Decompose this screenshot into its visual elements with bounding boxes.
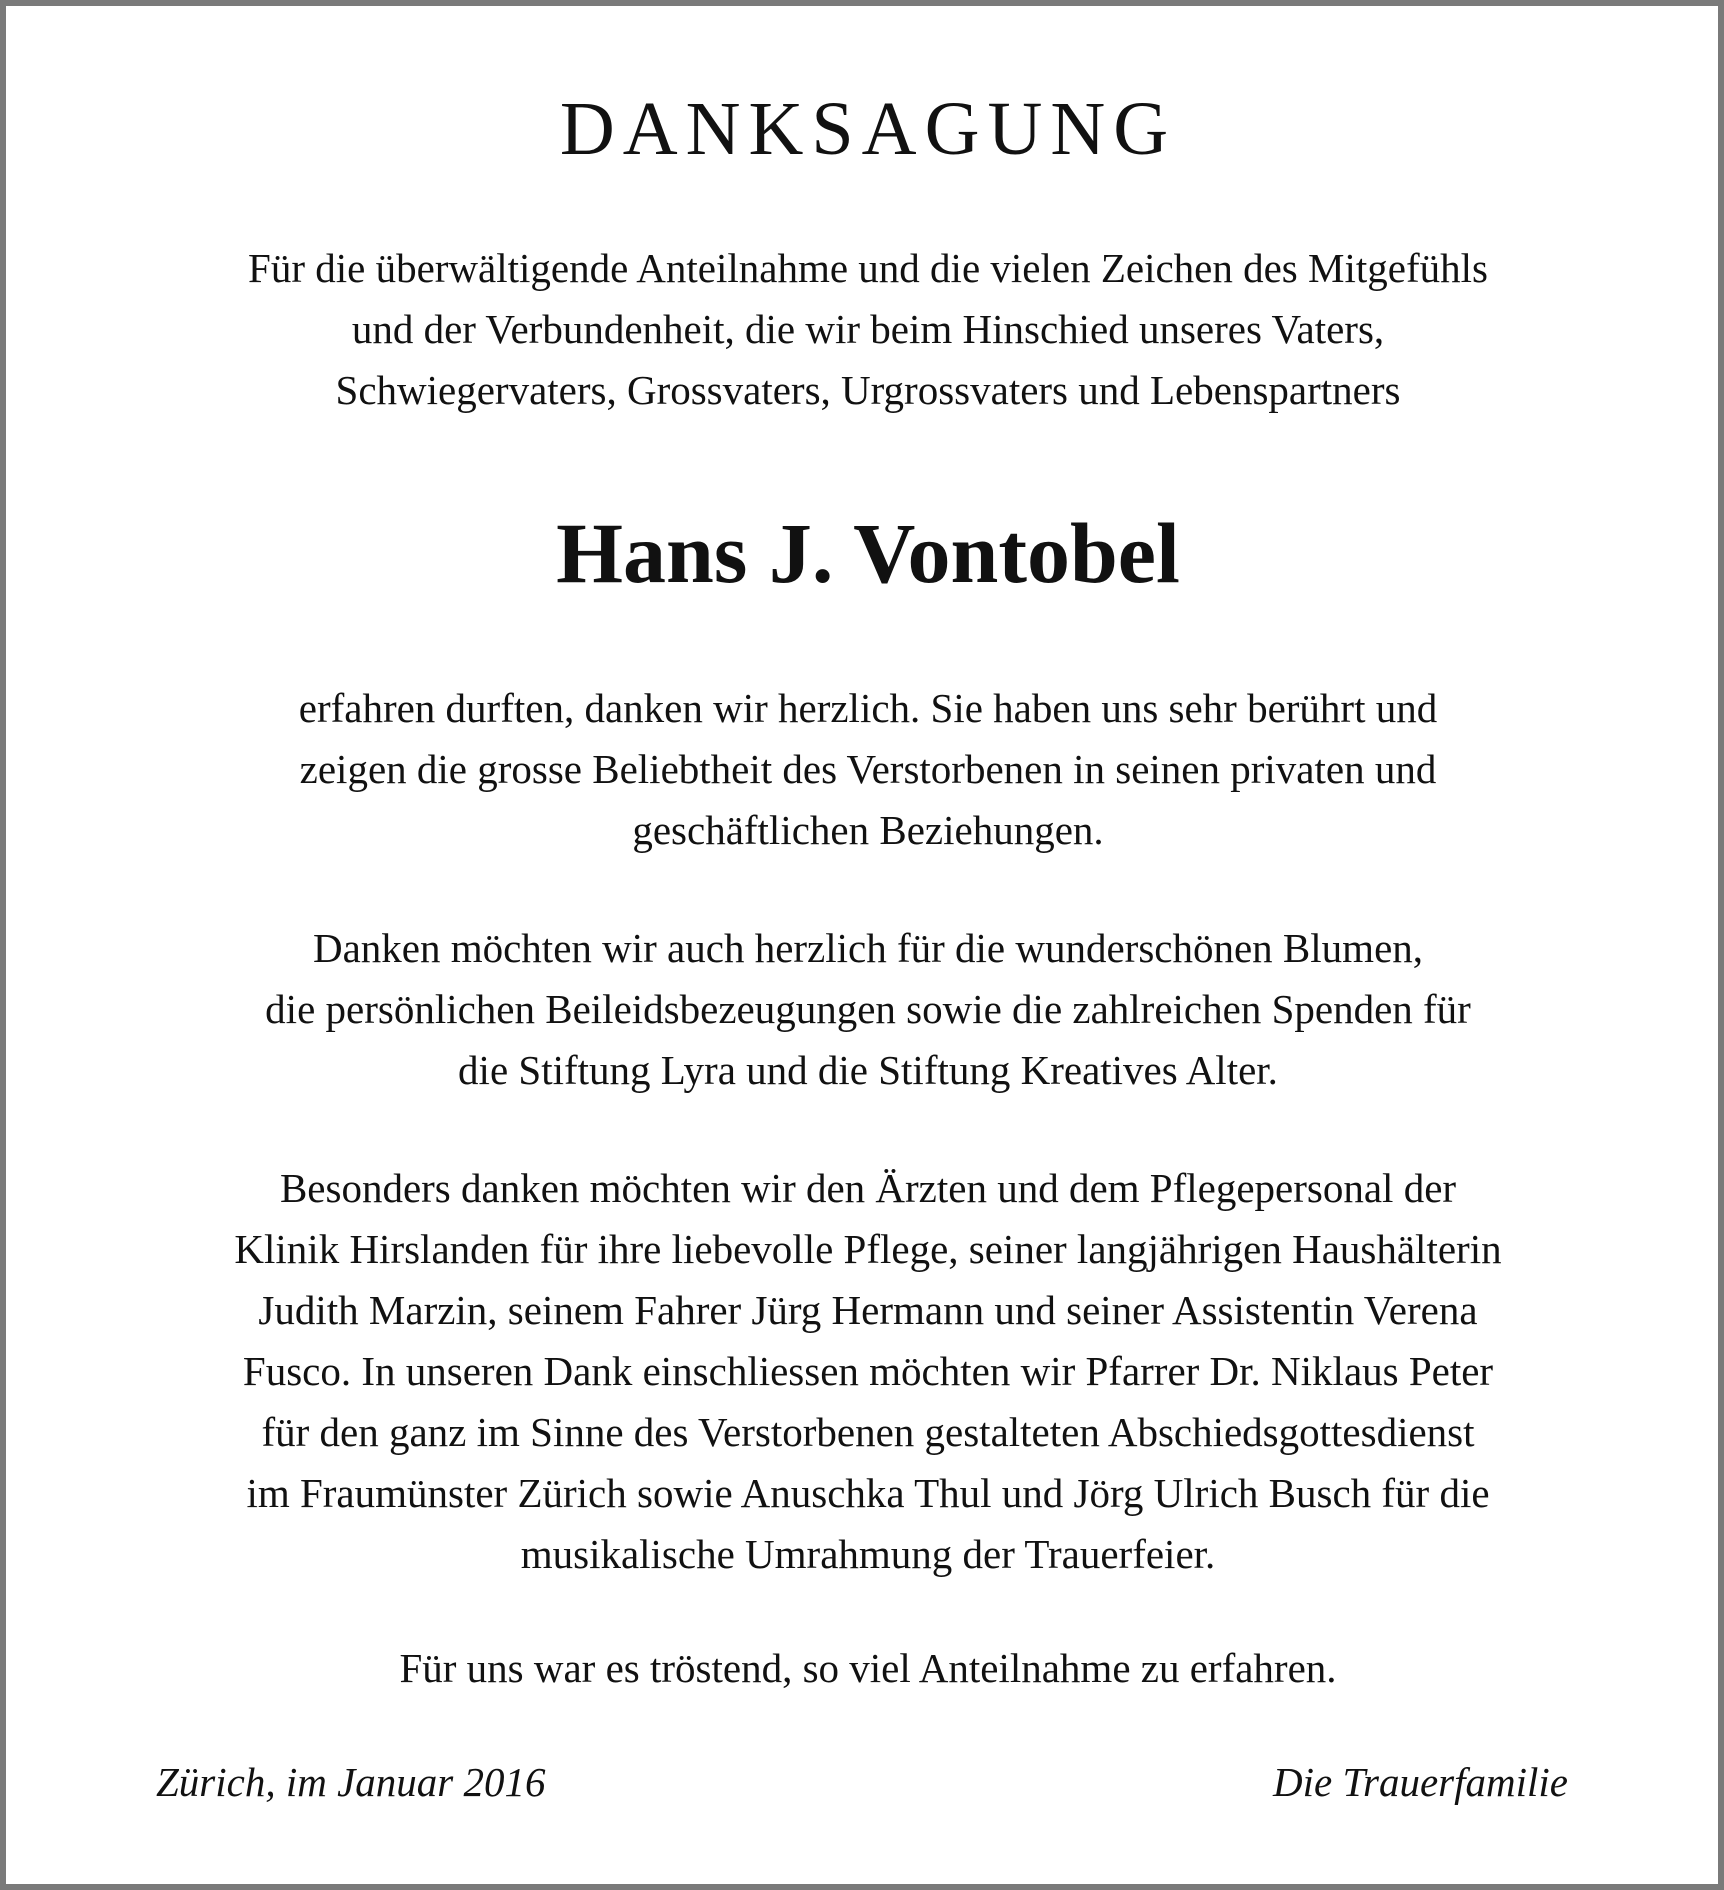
signature: Die Trauerfamilie (1273, 1759, 1568, 1805)
notice-title: DANKSAGUNG (559, 87, 1177, 171)
place-date: Zürich, im Januar 2016 (156, 1759, 546, 1805)
closing-paragraph (6, 1638, 1724, 1699)
intro-line: Schwiegervaters, Grossvaters, Urgrossvaters und Lebenspartners (335, 367, 1401, 413)
staff-line: Judith Marzin, seinem Fahrer Jürg Hermann und seiner Assistentin Verena (258, 1287, 1478, 1333)
flowers-line: Danken möchten wir auch herzlich für die wunderschönen Blumen, (312, 925, 1424, 971)
staff-line: im Fraumünster Zürich sowie Anuschka Thul und Jörg Ulrich Busch für die (246, 1470, 1490, 1516)
flowers-line: die Stiftung Lyra und die Stiftung Kreatives Alter. (458, 1047, 1278, 1093)
staff-line: Klinik Hirslanden für ihre liebevolle Pflege, seiner langjährigen Haushälterin (234, 1226, 1502, 1272)
closing-line: Für uns war es tröstend, so viel Anteilnahme zu erfahren. (399, 1645, 1337, 1691)
staff-thanks-paragraph (6, 1158, 1724, 1585)
staff-line: Besonders danken möchten wir den Ärzten und dem Pflegepersonal der (279, 1165, 1457, 1211)
thanks-line: erfahren durften, danken wir herzlich. Sie haben uns sehr berührt und (298, 685, 1438, 731)
thanks-line: geschäftlichen Beziehungen. (632, 807, 1104, 853)
staff-line: musikalische Umrahmung der Trauerfeier. (520, 1531, 1216, 1577)
deceased-name: Hans J. Vontobel (556, 505, 1180, 601)
intro-line: Für die überwältigende Anteilnahme und die vielen Zeichen des Mitgefühls (248, 245, 1488, 291)
flowers-paragraph (6, 918, 1724, 1101)
flowers-line: die persönlichen Beileidsbezeugungen sowie die zahlreichen Spenden für (265, 986, 1471, 1032)
thanks-line: zeigen die grosse Beliebtheit des Verstorbenen in seinen privaten und (299, 746, 1437, 792)
staff-line: Fusco. In unseren Dank einschliessen möchten wir Pfarrer Dr. Niklaus Peter (242, 1348, 1494, 1394)
thanks-paragraph (6, 678, 1724, 861)
staff-line: für den ganz im Sinne des Verstorbenen gestalteten Abschiedsgottesdienst (261, 1409, 1475, 1455)
intro-paragraph (6, 238, 1724, 421)
intro-line: und der Verbundenheit, die wir beim Hinschied unseres Vaters, (351, 306, 1385, 352)
